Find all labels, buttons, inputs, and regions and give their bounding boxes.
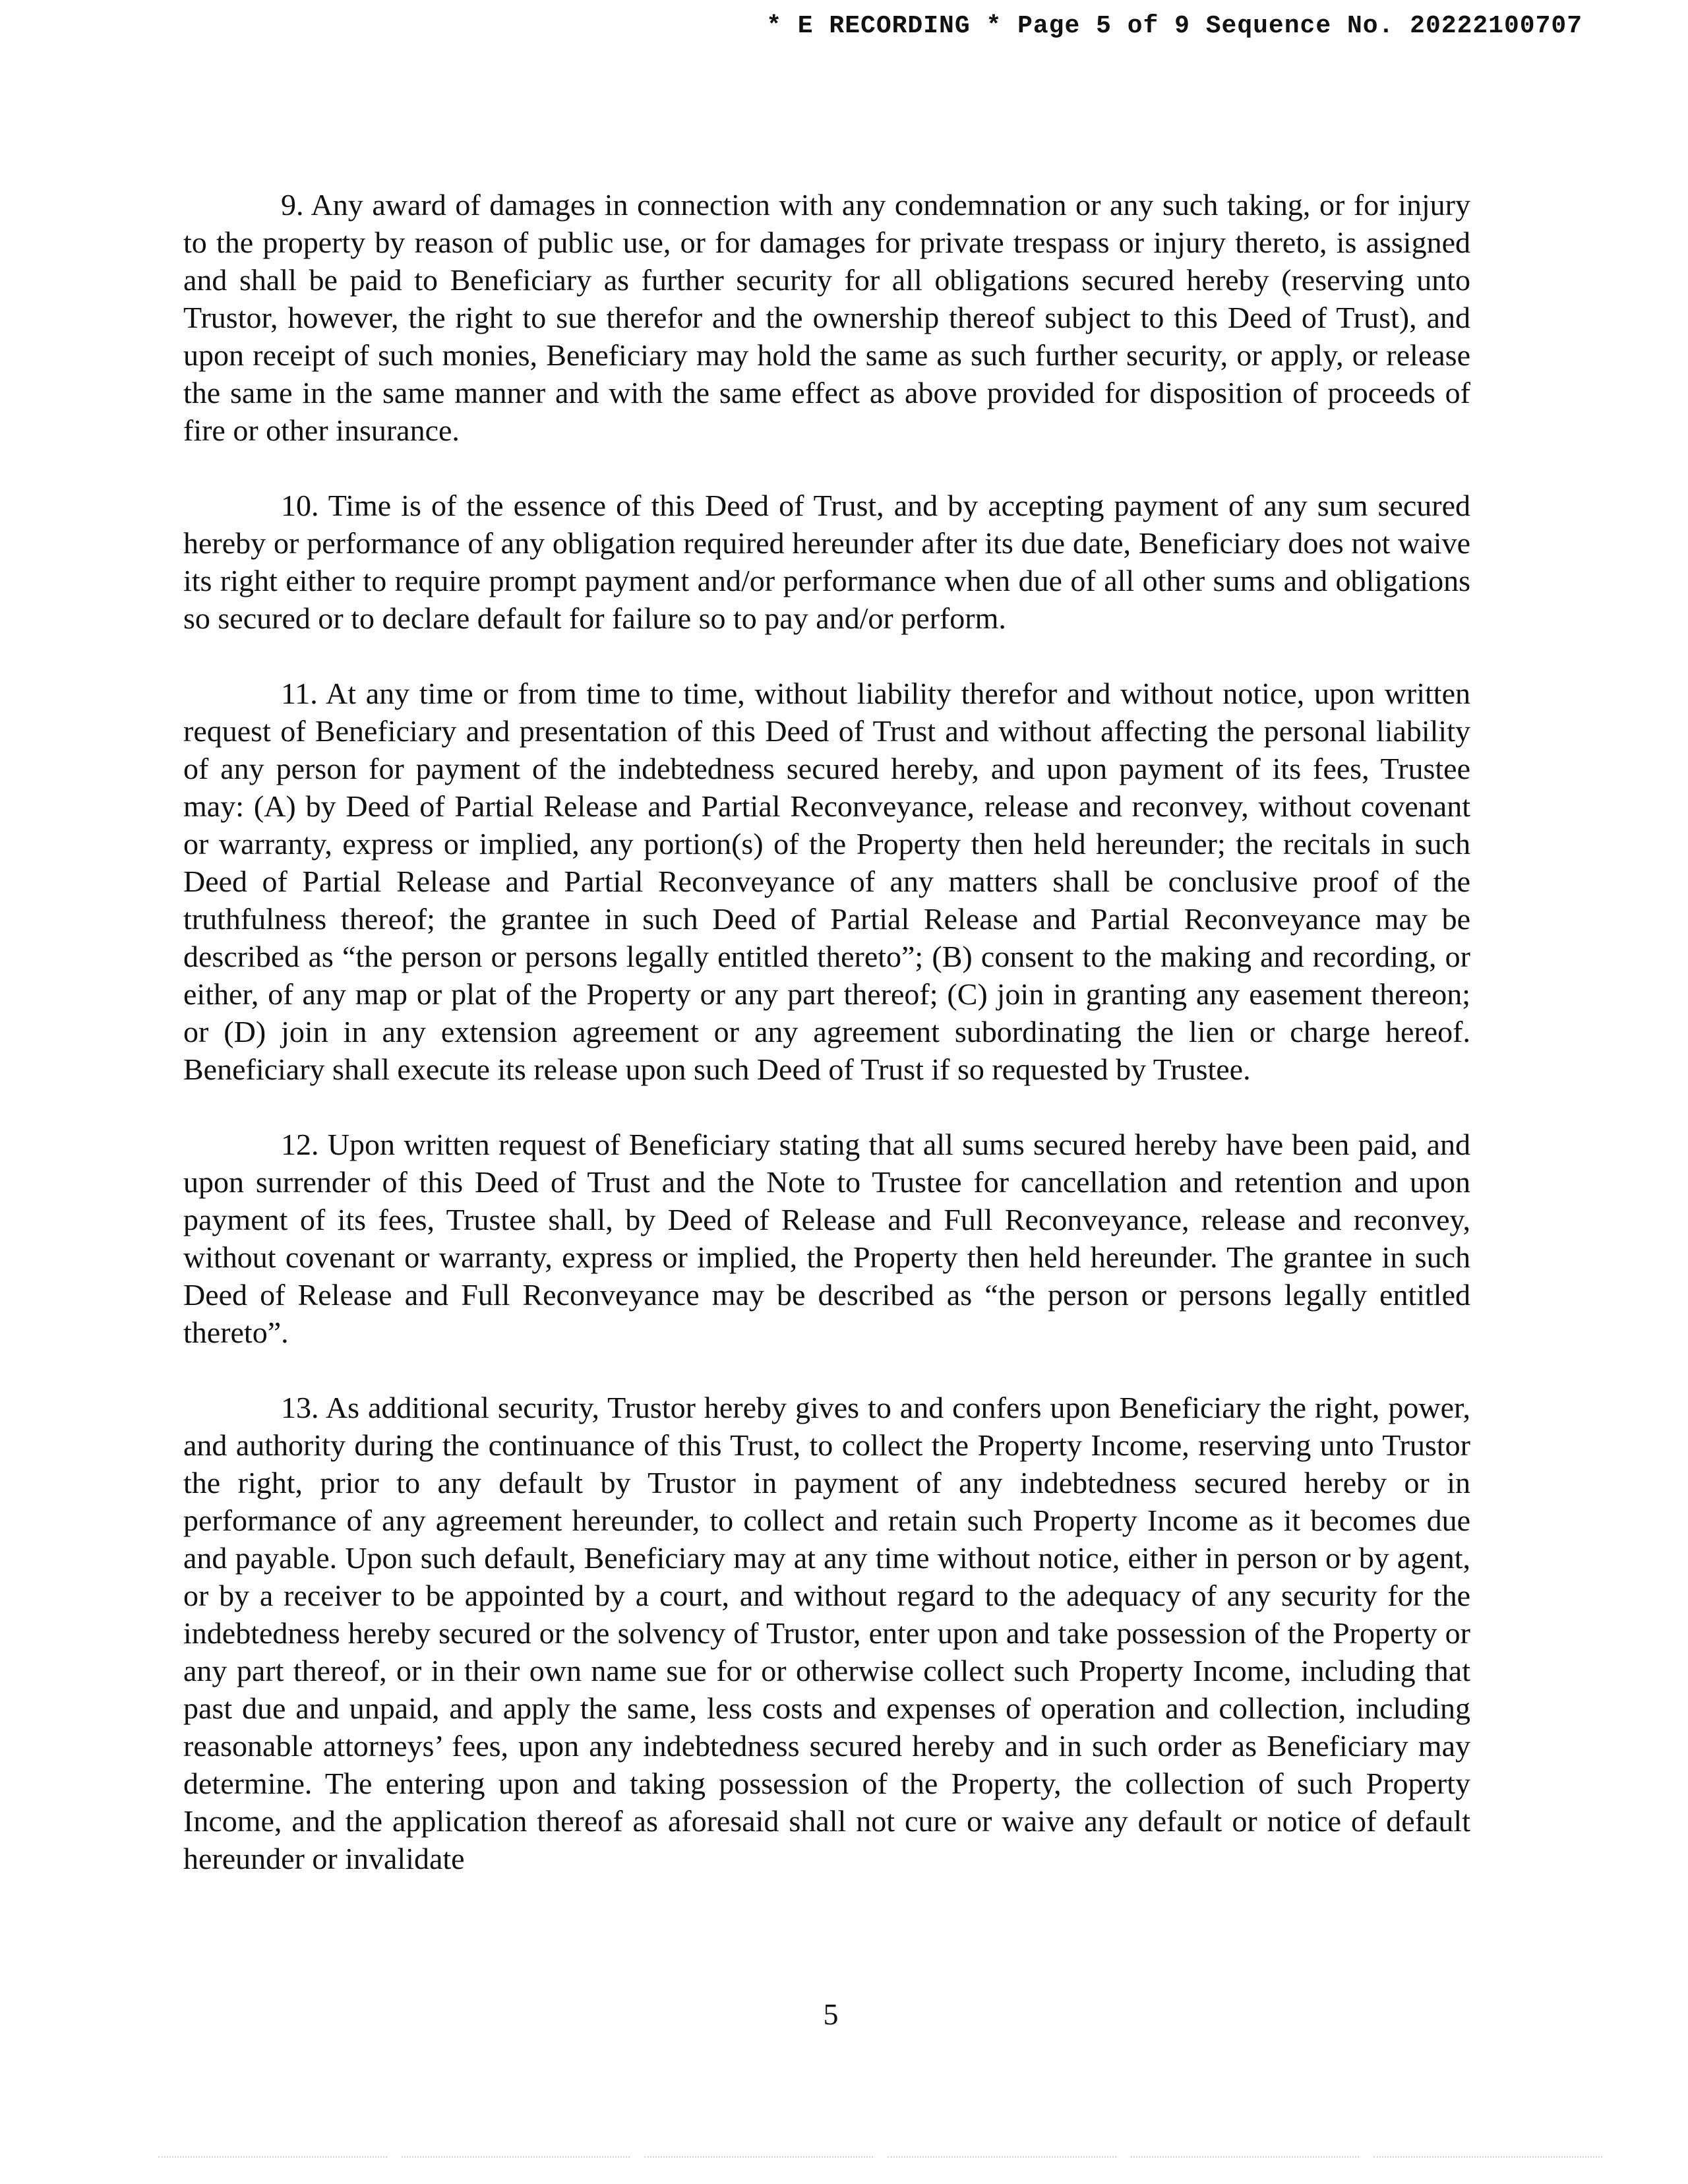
scan-artifact [888, 2156, 1116, 2166]
scan-artifact [1131, 2156, 1360, 2166]
page-number: 5 [823, 1997, 839, 2031]
paragraph-12: 12. Upon written request of Beneficiary stating that all sums secured hereby have been paid, and upon surrender of this Deed of Trust and the Note to Trustee for cancellation and retention and upon payment of its fees, Trustee shall, by Deed of Release and Full Reconveyance, release and reconvey, without covenant or warranty, express or implied, the Property then held hereunder. The grantee in such Deed of Release and Full Reconveyance may be described as “the person or persons legally entitled thereto”. [183, 1128, 1470, 1349]
paragraph-11: 11. At any time or from time to time, without liability therefor and without notice, upon written request of Beneficiary and presentation of this Deed of Trust and without affecting the personal liability of any person for payment of the indebtedness secured hereby, and upon payment of its fees, Trustee may: (A) by Deed of Partial Release and Partial Reconveyance, release and reconvey, without covenant or warranty, express or implied, any portion(s) of the Property then held hereunder; the recitals in such Deed of Partial Release and Partial Reconveyance of any matters shall be conclusive proof of the truthfulness thereof; the grantee in such Deed of Partial Release and Partial Reconveyance may be described as “the person or persons legally entitled thereto”; (B) consent to the making and recording, or either, of any map or plat of the Property or any part thereof; (C) join in granting any easement thereon; or (D) join in any extension agreement or any agreement subordinating the lien or charge hereof. Beneficiary shall execute its release upon such Deed of Trust if so requested by Trustee. [183, 677, 1470, 1086]
paragraph-10: 10. Time is of the essence of this Deed of Trust, and by accepting payment of any sum secured hereby or performance of any obligation required hereunder after its due date, Beneficiary does not waive its right either to require prompt payment and/or performance when due of all other sums and obligations so secured or to declare default for failure so to pay and/or perform. [183, 489, 1470, 635]
scan-artifact [158, 2156, 387, 2166]
scan-artifact [402, 2156, 630, 2166]
paragraph-13: 13. As additional security, Trustor hereby gives to and confers upon Beneficiary the right, power, and authority during the continuance of this Trust, to collect the Property Income, reserving unto Trustor the right, prior to any default by Trustor in payment of any indebtedness secured hereby or in performance of any agreement hereunder, to collect and retain such Property Income as it becomes due and payable. Upon such default, Beneficiary may at any time without notice, either in person or by agent, or by a receiver to be appointed by a court, and without regard to the adequacy of any security for the indebtedness hereby secured or the solvency of Trustor, enter upon and take possession of the Property or any part thereof, or in their own name sue for or otherwise collect such Property Income, including that past due and unpaid, and apply the same, less costs and expenses of operation and collection, including reasonable attorneys’ fees, upon any indebtedness secured hereby and in such order as Beneficiary may determine. The entering upon and taking possession of the Property, the collection of such Property Income, and the application thereof as aforesaid shall not cure or waive any default or notice of default hereunder or invalidate [183, 1391, 1470, 1875]
recording-header: * E RECORDING * Page 5 of 9 Sequence No. 20222100707 [766, 12, 1582, 40]
scan-artifact [644, 2156, 873, 2166]
paragraph-9: 9. Any award of damages in connection with any condemnation or any such taking, or for injury to the property by reason of public use, or for damages for private trespass or injury thereto, is assigned and shall be paid to Beneficiary as further security for all obligations secured hereby (reserving unto Trustor, however, the right to sue therefor and the ownership thereof subject to this Deed of Trust), and upon receipt of such monies, Beneficiary may hold the same as such further security, or apply, or release the same in the same manner and with the same effect as above provided for disposition of proceeds of fire or other insurance. [183, 188, 1470, 447]
scan-artifact [1373, 2156, 1602, 2166]
scan-artifact-strip [158, 2156, 1602, 2168]
document-body [183, 186, 1470, 1915]
